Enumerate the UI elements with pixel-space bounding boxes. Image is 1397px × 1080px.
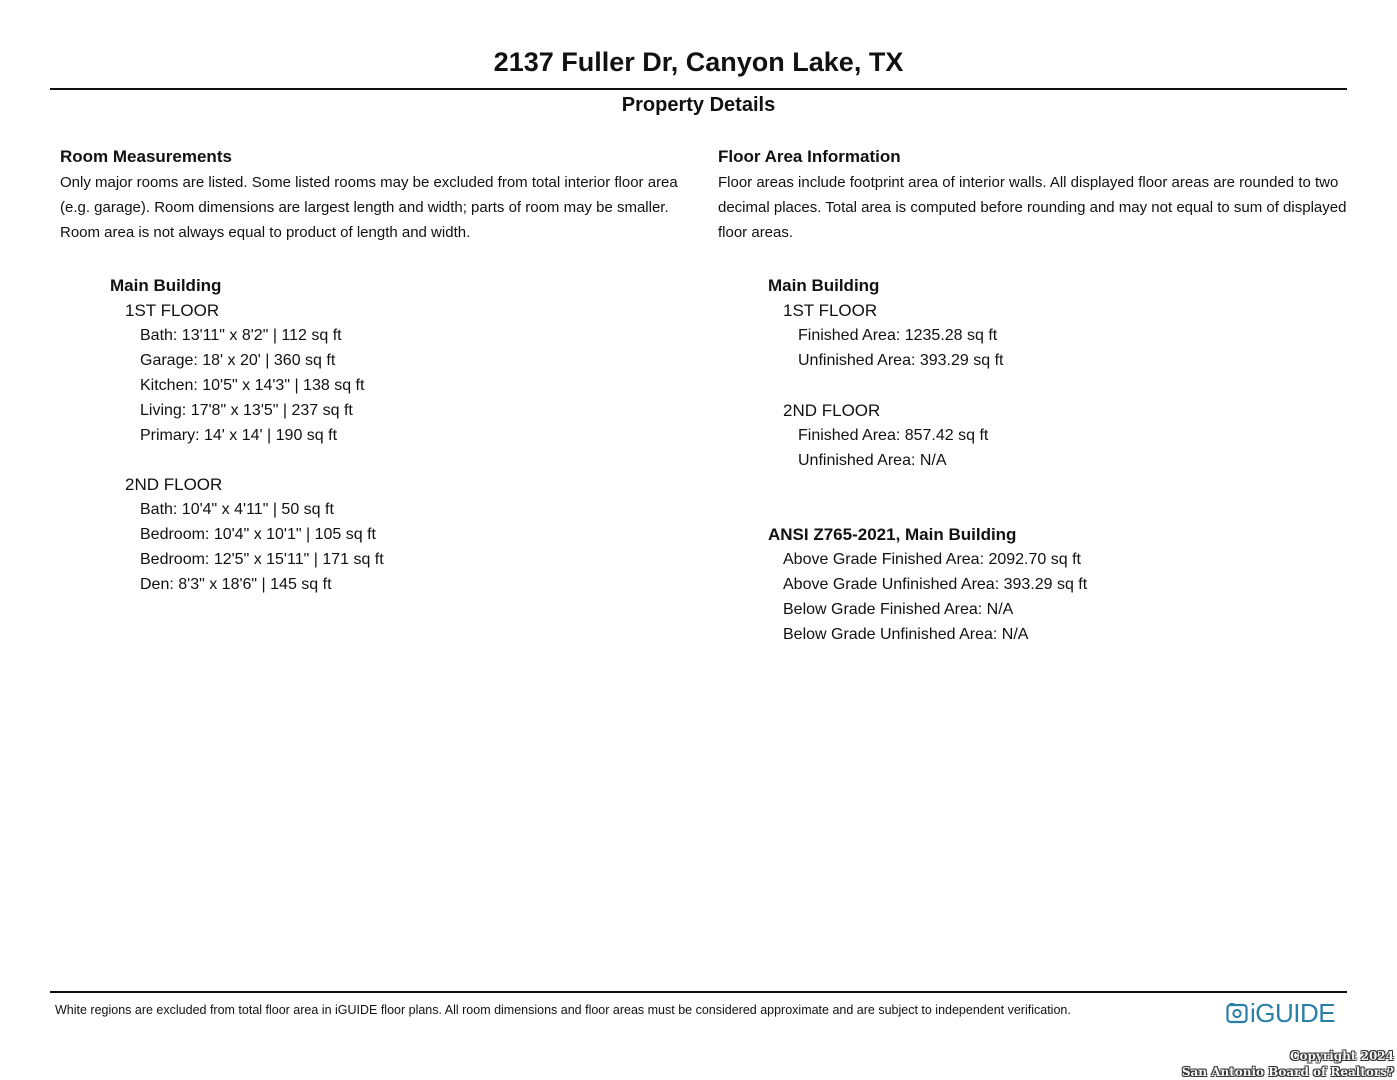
description-line: decimal places. Total area is computed before rounding and may not equal to sum of displayed [718,199,1347,216]
iguide-logo-text: iGUIDE [1250,998,1336,1028]
building-label: Main Building [768,276,880,295]
description-line: floor areas. [718,224,794,241]
room-item: Den: 8'3" x 18'6" | 145 sq ft [140,576,332,593]
floor-label: 2ND FLOOR [125,475,223,494]
unfinished-area: Unfinished Area: N/A [798,452,947,469]
description-line: Room area is not always equal to product of length and width. [60,224,471,241]
ansi-item: Above Grade Unfinished Area: 393.29 sq ft [783,576,1088,593]
iguide-logo-icon [1226,1002,1248,1024]
room-measurements-description [60,170,690,245]
disclaimer-note: White regions are excluded from total floor area in iGUIDE floor plans. All room dimensions and floor areas must be considered approximate and are subject to independent verification. [55,1003,1071,1017]
copyright-watermark [1182,1048,1394,1080]
page-subtitle: Property Details [621,94,776,116]
room-item: Bedroom: 12'5" x 15'11" | 171 sq ft [140,551,384,568]
bottom-divider [50,991,1347,993]
finished-area: Finished Area: 857.42 sq ft [798,427,989,444]
room-item: Primary: 14' x 14' | 190 sq ft [140,427,338,444]
unfinished-area: Unfinished Area: 393.29 sq ft [798,352,1004,369]
top-divider [50,88,1347,90]
floor-area-section [718,145,1358,647]
room-item: Kitchen: 10'5" x 14'3" | 138 sq ft [140,377,365,394]
finished-area: Finished Area: 1235.28 sq ft [798,327,998,344]
ansi-item: Above Grade Finished Area: 2092.70 sq ft [783,551,1081,568]
room-item: Bath: 10'4" x 4'11" | 50 sq ft [140,501,334,518]
description-line: Only major rooms are listed. Some listed rooms may be excluded from total interior floor area [60,174,678,191]
description-line: Floor areas include footprint area of interior walls. All displayed floor areas are rounded to two [718,174,1339,191]
room-item: Bedroom: 10'4" x 10'1" | 105 sq ft [140,526,376,543]
page-title: 2137 Fuller Dr, Canyon Lake, TX [493,47,904,77]
floor-label: 2ND FLOOR [783,401,881,420]
iguide-logo [1226,998,1335,1028]
floor-area-description [718,170,1358,245]
floor-label: 1ST FLOOR [125,301,220,320]
room-item: Garage: 18' x 20' | 360 sq ft [140,352,336,369]
description-line: (e.g. garage). Room dimensions are largest length and width; parts of room may be smaller. [60,199,669,216]
floor-area-heading: Floor Area Information [718,147,901,166]
room-item: Living: 17'8" x 13'5" | 237 sq ft [140,402,353,419]
building-label: Main Building [110,276,222,295]
copyright-line: San Antonio Board of Realtors? [1181,1065,1394,1079]
copyright-line: Copyright 2024 [1289,1049,1394,1063]
ansi-heading: ANSI Z765-2021, Main Building [768,525,1017,544]
room-measurements-heading: Room Measurements [60,147,232,166]
floor-label: 1ST FLOOR [783,301,878,320]
room-item: Bath: 13'11" x 8'2" | 112 sq ft [140,327,342,344]
ansi-item: Below Grade Unfinished Area: N/A [783,626,1029,643]
ansi-item: Below Grade Finished Area: N/A [783,601,1014,618]
room-measurements-section [60,145,690,597]
